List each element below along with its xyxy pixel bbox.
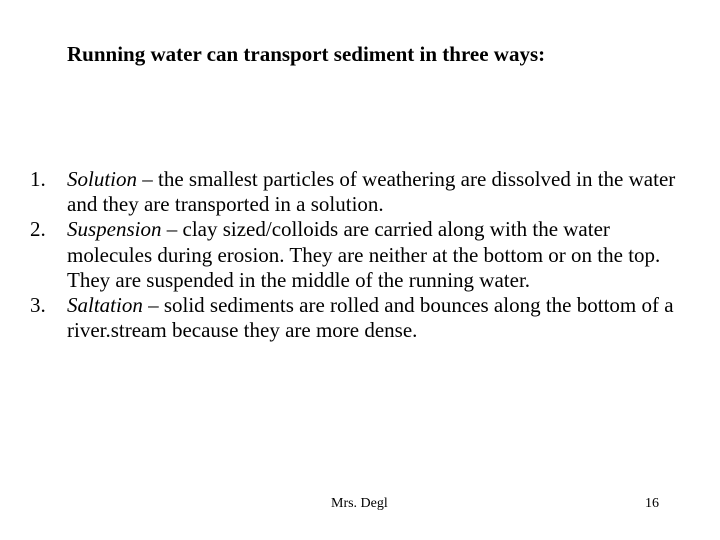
list-item-number: 1. (30, 167, 46, 191)
slide-title: Running water can transport sediment in three ways: (67, 42, 546, 66)
list-item-saltation (30, 293, 700, 343)
list-item-term: Saltation (67, 292, 143, 317)
list-item-suspension (30, 217, 700, 293)
list-item-text: – the smallest particles of weathering are dissolved in the water and they are transported in a solution. (67, 167, 676, 217)
footer-page-number: 16 (645, 496, 659, 511)
list-item-text: – solid sediments are rolled and bounces along the bottom of a river.stream because they are more dense. (67, 292, 674, 343)
footer-author: Mrs. Degl (331, 496, 388, 511)
list-item-number: 2. (30, 217, 46, 242)
list-item-number: 3. (30, 292, 46, 317)
list-item-term: Solution (67, 167, 138, 191)
list-item-solution (30, 167, 700, 217)
list-item-term: Suspension (67, 217, 162, 242)
list-item-text: – clay sized/colloids are carried along with the water molecules during erosion. They are neither at the bottom or on the top. They are suspended in the middle of the running water. (67, 217, 661, 292)
transport-ways-list (30, 167, 700, 343)
